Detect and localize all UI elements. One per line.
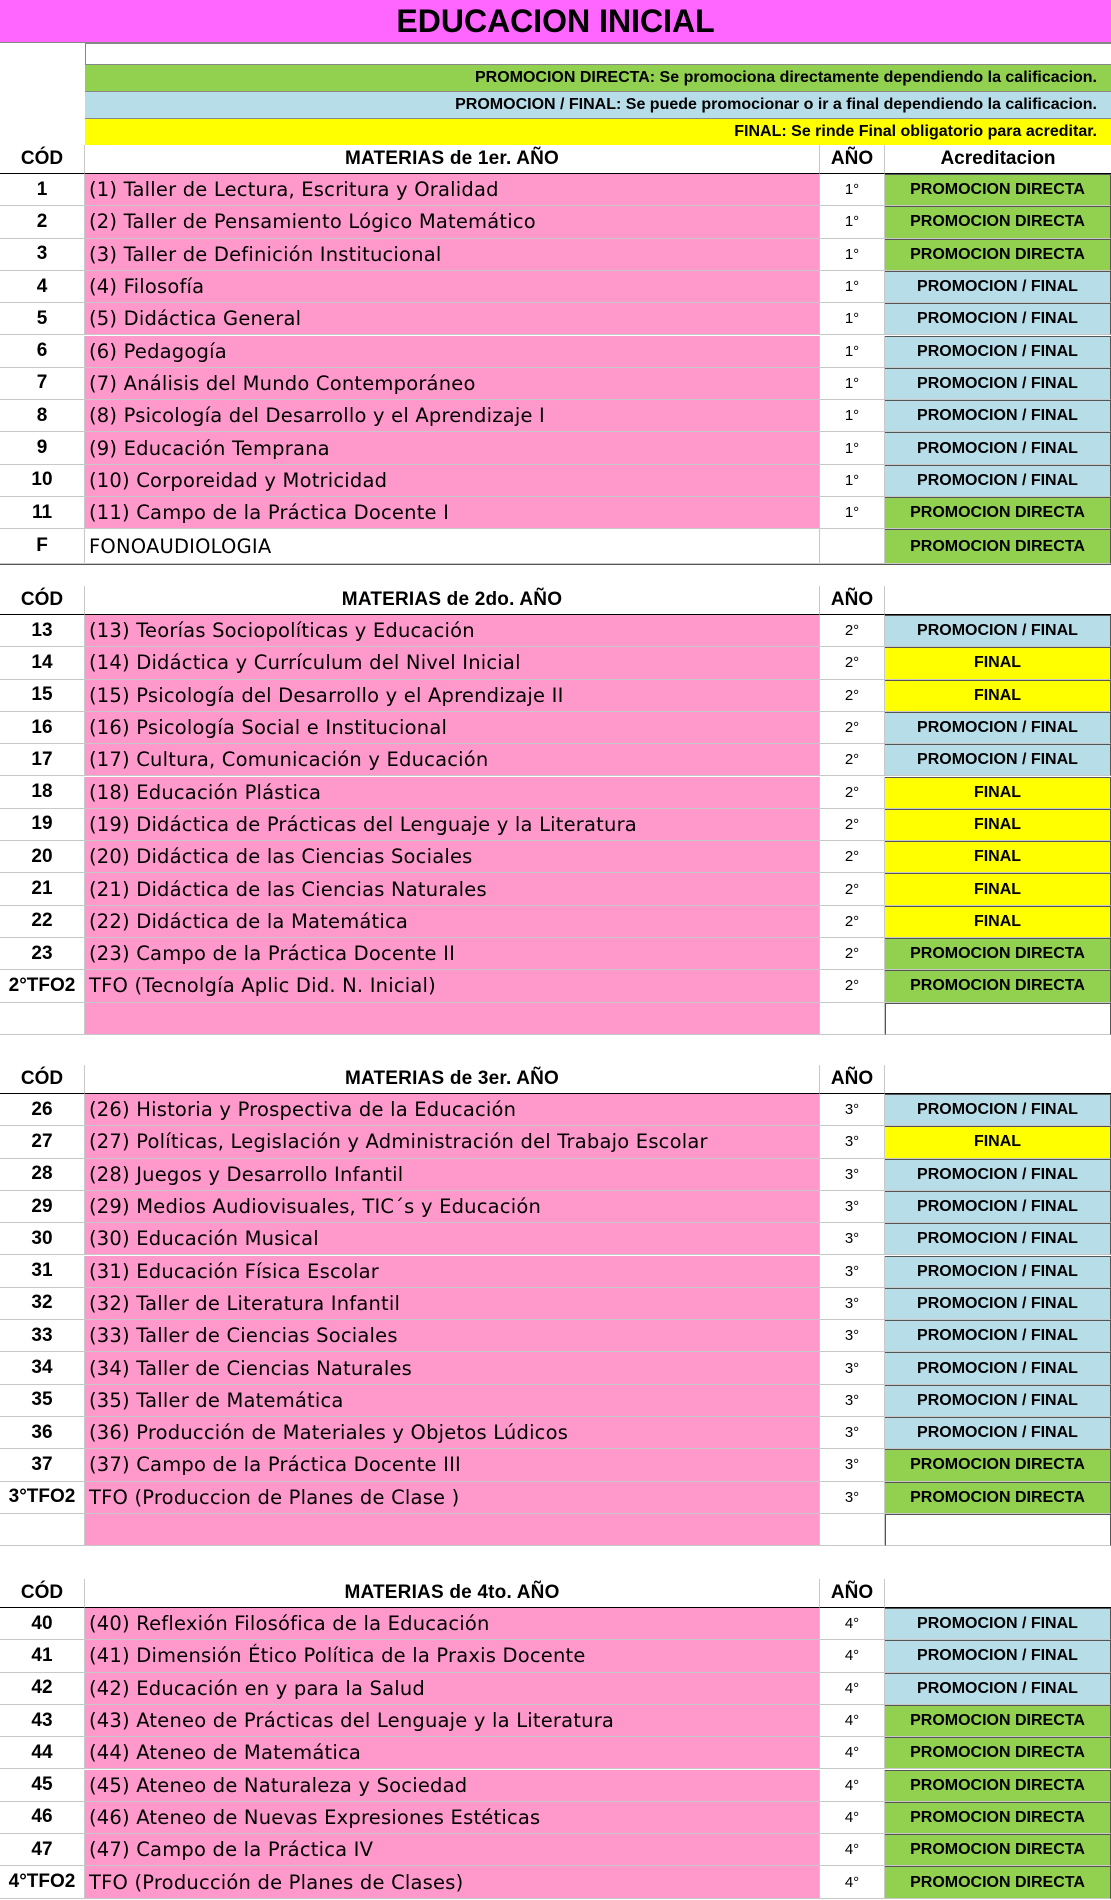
cell-anio: 3°	[820, 1449, 885, 1481]
table-row	[0, 809, 1111, 841]
cell-acreditacion: FINAL	[885, 680, 1111, 712]
table-row	[0, 1449, 1111, 1481]
table-row	[0, 174, 1111, 206]
col-header-anio: AÑO	[820, 586, 885, 615]
cell-anio: 2°	[820, 938, 885, 970]
cell-materia: (3) Taller de Definición Institucional	[85, 239, 820, 271]
cell-acreditacion: PROMOCION / FINAL	[885, 1385, 1111, 1417]
table-row	[0, 529, 1111, 565]
cell-acreditacion: FINAL	[885, 906, 1111, 938]
cell-materia: (42) Educación en y para la Salud	[85, 1673, 820, 1705]
cell-cod: 27	[0, 1126, 85, 1158]
cell-acreditacion: PROMOCION / FINAL	[885, 615, 1111, 647]
cell-materia: (4) Filosofía	[85, 271, 820, 303]
table-row	[0, 1608, 1111, 1640]
cell-materia: (21) Didáctica de las Ciencias Naturales	[85, 873, 820, 905]
cell-anio: 2°	[820, 744, 885, 776]
table-row	[0, 400, 1111, 432]
cell-cod: 4	[0, 271, 85, 303]
cell-acreditacion: FINAL	[885, 777, 1111, 809]
year4-header-row	[0, 1579, 1111, 1608]
cell-materia: (31) Educación Física Escolar	[85, 1256, 820, 1288]
cell-cod: 2°TFO2	[0, 970, 85, 1002]
cell-cod: 40	[0, 1608, 85, 1640]
table-row	[0, 1770, 1111, 1802]
cell-acreditacion: PROMOCION / FINAL	[885, 1094, 1111, 1126]
cell-anio: 3°	[820, 1159, 885, 1191]
cell-acreditacion: PROMOCION DIRECTA	[885, 938, 1111, 970]
cell-cod: 31	[0, 1256, 85, 1288]
cell-cod: 10	[0, 465, 85, 497]
cell-cod: 26	[0, 1094, 85, 1126]
cell-materia: (9) Educación Temprana	[85, 432, 820, 464]
col-header-acreditacion-empty	[885, 586, 1111, 615]
cell-cod: 43	[0, 1705, 85, 1737]
table-row	[0, 647, 1111, 679]
cell-materia: (45) Ateneo de Naturaleza y Sociedad	[85, 1770, 820, 1802]
col-header-anio: AÑO	[820, 1065, 885, 1094]
year1-header-row	[0, 145, 1111, 174]
cell-acreditacion: PROMOCION / FINAL	[885, 744, 1111, 776]
cell-anio: 3°	[820, 1417, 885, 1449]
cell-acreditacion: PROMOCION / FINAL	[885, 303, 1111, 335]
col-header-anio: AÑO	[820, 1579, 885, 1608]
cell-cod: 6	[0, 336, 85, 368]
cell-materia: (47) Campo de la Práctica IV	[85, 1834, 820, 1866]
cell-anio: 2°	[820, 712, 885, 744]
cell-anio: 3°	[820, 1320, 885, 1352]
cell-cod: 33	[0, 1320, 85, 1352]
table-row	[0, 1417, 1111, 1449]
cell-anio: 4°	[820, 1770, 885, 1802]
cell-anio: 3°	[820, 1385, 885, 1417]
cell-materia: (30) Educación Musical	[85, 1223, 820, 1255]
legend-row-directa	[0, 64, 1111, 91]
cell-materia: (1) Taller de Lectura, Escritura y Oralidad	[85, 174, 820, 206]
table-row	[0, 336, 1111, 368]
cell-anio: 4°	[820, 1608, 885, 1640]
cell-acreditacion: PROMOCION / FINAL	[885, 1320, 1111, 1352]
cell-anio: 4°	[820, 1640, 885, 1672]
cell-acreditacion: PROMOCION / FINAL	[885, 1159, 1111, 1191]
cell-anio: 3°	[820, 1126, 885, 1158]
cell-acreditacion: PROMOCION DIRECTA	[885, 529, 1111, 564]
cell-acreditacion: PROMOCION / FINAL	[885, 1223, 1111, 1255]
table-row	[0, 744, 1111, 776]
cell-anio: 3°	[820, 1256, 885, 1288]
cell-anio: 1°	[820, 239, 885, 271]
cell-cod: 32	[0, 1288, 85, 1320]
cell-materia: (29) Medios Audiovisuales, TIC´s y Educación	[85, 1191, 820, 1223]
cell-acreditacion: PROMOCION DIRECTA	[885, 1449, 1111, 1481]
cell-anio: 2°	[820, 777, 885, 809]
cell-anio: 1°	[820, 174, 885, 206]
cell-acreditacion: PROMOCION / FINAL	[885, 465, 1111, 497]
cell-materia: (36) Producción de Materiales y Objetos Lúdicos	[85, 1417, 820, 1449]
cell-anio: 1°	[820, 206, 885, 238]
table-row	[0, 239, 1111, 271]
cell-anio: 4°	[820, 1802, 885, 1834]
cell-anio: 1°	[820, 432, 885, 464]
cell-anio: 2°	[820, 647, 885, 679]
col-header-acreditacion-empty	[885, 1065, 1111, 1094]
cell-anio: 4°	[820, 1834, 885, 1866]
cell-materia: FONOAUDIOLOGIA	[85, 529, 820, 564]
cell-cod: 7	[0, 368, 85, 400]
cell-acreditacion: PROMOCION / FINAL	[885, 432, 1111, 464]
cell-acreditacion: PROMOCION DIRECTA	[885, 239, 1111, 271]
table-row	[0, 1866, 1111, 1898]
cell-cod: 37	[0, 1449, 85, 1481]
cell-acreditacion: PROMOCION / FINAL	[885, 1191, 1111, 1223]
col-header-materias: MATERIAS de 1er. AÑO	[85, 145, 820, 174]
cell-cod: 3	[0, 239, 85, 271]
cell-materia: (2) Taller de Pensamiento Lógico Matemático	[85, 206, 820, 238]
table-row	[0, 1191, 1111, 1223]
cell-cod: 17	[0, 744, 85, 776]
table-row	[0, 1094, 1111, 1126]
cell-materia: (8) Psicología del Desarrollo y el Aprendizaje I	[85, 400, 820, 432]
table-row	[0, 873, 1111, 905]
cell-cod: 22	[0, 906, 85, 938]
table-row	[0, 938, 1111, 970]
cell-materia: TFO (Produccion de Planes de Clase )	[85, 1482, 820, 1514]
col-header-acreditacion-empty	[885, 1579, 1111, 1608]
cell-materia: (13) Teorías Sociopolíticas y Educación	[85, 615, 820, 647]
col-header-materias: MATERIAS de 4to. AÑO	[85, 1579, 820, 1608]
cell-materia: (19) Didáctica de Prácticas del Lenguaje y la Literatura	[85, 809, 820, 841]
cell-anio: 3°	[820, 1482, 885, 1514]
cell-acreditacion: PROMOCION / FINAL	[885, 712, 1111, 744]
cell-cod: 3°TFO2	[0, 1482, 85, 1514]
cell-materia: (5) Didáctica General	[85, 303, 820, 335]
cell-cod: 1	[0, 174, 85, 206]
table-row	[0, 271, 1111, 303]
table-row	[0, 465, 1111, 497]
table-row	[0, 777, 1111, 809]
cell-anio: 3°	[820, 1223, 885, 1255]
col-header-cod: CÓD	[0, 1065, 85, 1094]
table-row	[0, 1223, 1111, 1255]
cell-anio: 1°	[820, 497, 885, 529]
col-header-cod: CÓD	[0, 145, 85, 174]
table-row	[0, 1482, 1111, 1514]
cell-materia: (41) Dimensión Ético Política de la Praxis Docente	[85, 1640, 820, 1672]
cell-acreditacion: PROMOCION / FINAL	[885, 1256, 1111, 1288]
cell-cod: 20	[0, 841, 85, 873]
cell-materia: (33) Taller de Ciencias Sociales	[85, 1320, 820, 1352]
table-row	[0, 206, 1111, 238]
cell-anio: 2°	[820, 841, 885, 873]
table-row	[0, 1320, 1111, 1352]
cell-anio: 4°	[820, 1737, 885, 1769]
cell-cod: 9	[0, 432, 85, 464]
legend-final-mixed: PROMOCION / FINAL: Se puede promocionar o ir a final dependiendo la calificacion.	[85, 91, 1111, 118]
table-row	[0, 1802, 1111, 1834]
cell-anio: 2°	[820, 873, 885, 905]
page-title: EDUCACION INICIAL	[0, 0, 1111, 43]
cell-cod: 2	[0, 206, 85, 238]
table-row	[0, 1352, 1111, 1384]
cell-cod: 16	[0, 712, 85, 744]
cell-acreditacion: FINAL	[885, 841, 1111, 873]
cell-acreditacion: FINAL	[885, 809, 1111, 841]
cell-acreditacion: PROMOCION DIRECTA	[885, 497, 1111, 529]
table-row	[0, 970, 1111, 1002]
table-row	[0, 432, 1111, 464]
cell-acreditacion: PROMOCION DIRECTA	[885, 1866, 1111, 1898]
blank-row	[0, 43, 1111, 64]
cell-cod: 36	[0, 1417, 85, 1449]
cell-acreditacion: PROMOCION / FINAL	[885, 400, 1111, 432]
spacer-row	[0, 1003, 1111, 1035]
cell-cod: 35	[0, 1385, 85, 1417]
table-row	[0, 1705, 1111, 1737]
cell-anio: 4°	[820, 1866, 885, 1898]
cell-acreditacion: PROMOCION DIRECTA	[885, 1482, 1111, 1514]
col-header-anio: AÑO	[820, 145, 885, 174]
cell-cod: F	[0, 529, 85, 564]
cell-acreditacion: PROMOCION DIRECTA	[885, 174, 1111, 206]
cell-materia: (18) Educación Plástica	[85, 777, 820, 809]
cell-acreditacion: PROMOCION DIRECTA	[885, 970, 1111, 1002]
cell-cod: 28	[0, 1159, 85, 1191]
col-header-cod: CÓD	[0, 586, 85, 615]
cell-acreditacion: PROMOCION DIRECTA	[885, 1737, 1111, 1769]
cell-acreditacion: PROMOCION / FINAL	[885, 336, 1111, 368]
cell-materia: (20) Didáctica de las Ciencias Sociales	[85, 841, 820, 873]
cell-materia: (43) Ateneo de Prácticas del Lenguaje y la Literatura	[85, 1705, 820, 1737]
table-row	[0, 841, 1111, 873]
cell-anio: 2°	[820, 970, 885, 1002]
cell-acreditacion: FINAL	[885, 647, 1111, 679]
cell-materia: TFO (Tecnolgía Aplic Did. N. Inicial)	[85, 970, 820, 1002]
table-row	[0, 1737, 1111, 1769]
table-row	[0, 1126, 1111, 1158]
cell-anio: 2°	[820, 615, 885, 647]
table-row	[0, 1159, 1111, 1191]
cell-anio: 1°	[820, 465, 885, 497]
cell-materia: (35) Taller de Matemática	[85, 1385, 820, 1417]
cell-anio: 3°	[820, 1352, 885, 1384]
col-header-materias: MATERIAS de 3er. AÑO	[85, 1065, 820, 1094]
cell-materia: (11) Campo de la Práctica Docente I	[85, 497, 820, 529]
cell-materia: (44) Ateneo de Matemática	[85, 1737, 820, 1769]
cell-anio: 1°	[820, 368, 885, 400]
year2-header-row	[0, 586, 1111, 615]
cell-anio	[820, 529, 885, 564]
cell-cod: 44	[0, 1737, 85, 1769]
cell-acreditacion: PROMOCION / FINAL	[885, 1352, 1111, 1384]
cell-cod: 18	[0, 777, 85, 809]
cell-materia: (26) Historia y Prospectiva de la Educación	[85, 1094, 820, 1126]
table-row	[0, 368, 1111, 400]
cell-materia: (6) Pedagogía	[85, 336, 820, 368]
cell-acreditacion: FINAL	[885, 873, 1111, 905]
cell-materia: (23) Campo de la Práctica Docente II	[85, 938, 820, 970]
legend-row-final-mixed	[0, 91, 1111, 118]
cell-acreditacion: PROMOCION DIRECTA	[885, 1834, 1111, 1866]
col-header-materias: MATERIAS de 2do. AÑO	[85, 586, 820, 615]
cell-anio: 1°	[820, 303, 885, 335]
col-header-acreditacion: Acreditacion	[885, 145, 1111, 174]
cell-materia: (46) Ateneo de Nuevas Expresiones Estéticas	[85, 1802, 820, 1834]
cell-acreditacion: PROMOCION / FINAL	[885, 1417, 1111, 1449]
cell-anio: 2°	[820, 906, 885, 938]
cell-acreditacion: PROMOCION / FINAL	[885, 368, 1111, 400]
col-header-cod: CÓD	[0, 1579, 85, 1608]
cell-anio: 3°	[820, 1191, 885, 1223]
cell-acreditacion: PROMOCION / FINAL	[885, 271, 1111, 303]
cell-anio: 1°	[820, 400, 885, 432]
cell-materia: (17) Cultura, Comunicación y Educación	[85, 744, 820, 776]
table-row	[0, 1673, 1111, 1705]
cell-materia: TFO (Producción de Planes de Clases)	[85, 1866, 820, 1898]
cell-acreditacion: PROMOCION DIRECTA	[885, 1802, 1111, 1834]
cell-anio: 3°	[820, 1094, 885, 1126]
cell-anio: 1°	[820, 271, 885, 303]
cell-cod: 30	[0, 1223, 85, 1255]
cell-acreditacion: PROMOCION / FINAL	[885, 1640, 1111, 1672]
cell-cod: 15	[0, 680, 85, 712]
table-row	[0, 1256, 1111, 1288]
cell-materia: (40) Reflexión Filosófica de la Educación	[85, 1608, 820, 1640]
cell-acreditacion: FINAL	[885, 1126, 1111, 1158]
cell-acreditacion: PROMOCION / FINAL	[885, 1673, 1111, 1705]
cell-materia: (37) Campo de la Práctica Docente III	[85, 1449, 820, 1481]
cell-cod: 8	[0, 400, 85, 432]
table-row	[0, 303, 1111, 335]
cell-cod: 11	[0, 497, 85, 529]
cell-anio: 2°	[820, 809, 885, 841]
table-row	[0, 906, 1111, 938]
cell-materia: (28) Juegos y Desarrollo Infantil	[85, 1159, 820, 1191]
spacer-row	[0, 1514, 1111, 1546]
cell-materia: (10) Corporeidad y Motricidad	[85, 465, 820, 497]
table-row	[0, 712, 1111, 744]
cell-acreditacion: PROMOCION DIRECTA	[885, 1770, 1111, 1802]
year3-header-row	[0, 1065, 1111, 1094]
cell-materia: (15) Psicología del Desarrollo y el Aprendizaje II	[85, 680, 820, 712]
table-row	[0, 1385, 1111, 1417]
cell-acreditacion: PROMOCION / FINAL	[885, 1608, 1111, 1640]
cell-cod: 14	[0, 647, 85, 679]
cell-cod: 4°TFO2	[0, 1866, 85, 1898]
cell-materia: (14) Didáctica y Currículum del Nivel Inicial	[85, 647, 820, 679]
cell-cod: 13	[0, 615, 85, 647]
cell-materia: (27) Políticas, Legislación y Administración del Trabajo Escolar	[85, 1126, 820, 1158]
cell-cod: 46	[0, 1802, 85, 1834]
cell-cod: 23	[0, 938, 85, 970]
cell-acreditacion: PROMOCION / FINAL	[885, 1288, 1111, 1320]
cell-acreditacion: PROMOCION DIRECTA	[885, 1705, 1111, 1737]
cell-cod: 41	[0, 1640, 85, 1672]
cell-cod: 45	[0, 1770, 85, 1802]
cell-cod: 42	[0, 1673, 85, 1705]
cell-cod: 21	[0, 873, 85, 905]
cell-anio: 1°	[820, 336, 885, 368]
table-row	[0, 1288, 1111, 1320]
cell-cod: 29	[0, 1191, 85, 1223]
cell-materia: (34) Taller de Ciencias Naturales	[85, 1352, 820, 1384]
cell-anio: 2°	[820, 680, 885, 712]
table-row	[0, 1834, 1111, 1866]
cell-cod: 19	[0, 809, 85, 841]
cell-materia: (16) Psicología Social e Institucional	[85, 712, 820, 744]
cell-cod: 5	[0, 303, 85, 335]
cell-materia: (7) Análisis del Mundo Contemporáneo	[85, 368, 820, 400]
cell-acreditacion: PROMOCION DIRECTA	[885, 206, 1111, 238]
table-row	[0, 1640, 1111, 1672]
legend-final: FINAL: Se rinde Final obligatorio para acreditar.	[85, 118, 1111, 145]
cell-materia: (22) Didáctica de la Matemática	[85, 906, 820, 938]
legend-directa: PROMOCION DIRECTA: Se promociona directamente dependiendo la calificacion.	[85, 64, 1111, 91]
legend-row-final	[0, 118, 1111, 145]
cell-cod: 34	[0, 1352, 85, 1384]
table-row	[0, 680, 1111, 712]
cell-materia: (32) Taller de Literatura Infantil	[85, 1288, 820, 1320]
cell-cod: 47	[0, 1834, 85, 1866]
cell-anio: 4°	[820, 1705, 885, 1737]
cell-anio: 3°	[820, 1288, 885, 1320]
cell-anio: 4°	[820, 1673, 885, 1705]
table-row	[0, 615, 1111, 647]
table-row	[0, 497, 1111, 529]
